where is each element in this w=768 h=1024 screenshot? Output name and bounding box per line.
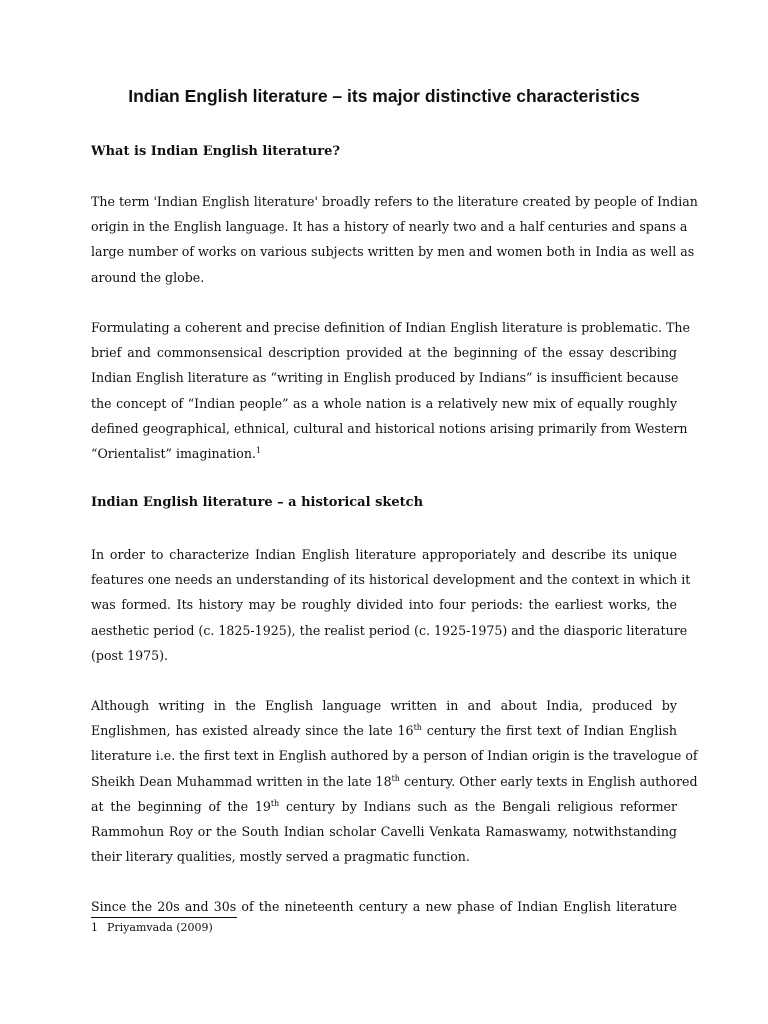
ordinal-superscript: th [270,798,280,808]
paragraph-line-text: century. Other early texts in English authored [399,773,698,789]
paragraph-line: Indian English literature as “writing in English produced by Indians” is insufficient because [91,370,679,386]
footnote [91,920,213,936]
paragraph-line-text: Englishmen, has existed already since the late 16 [91,723,414,739]
paragraph-line: large number of works on various subjects written by men and women both in India as well as [91,244,695,260]
ordinal-superscript: th [413,723,422,732]
paragraph-line-text: century the first text of Indian English [421,723,677,739]
paragraph-periods [91,542,691,668]
paragraph-line: was formed. Its history may be roughly divided into four periods: the earliest works, the [91,597,677,613]
paragraph-line: Since the 20s and 30s of the nineteenth century a new phase of Indian English literature [91,899,677,914]
ordinal-superscript: th [391,773,400,783]
paragraph-problematic-definition [91,315,690,466]
paragraph-definition [91,189,698,290]
paragraph-line: In order to characterize Indian English literature approporiately and describe its unique [91,547,677,562]
footnote-number: 1 [91,921,98,934]
paragraph-line: The term 'Indian English literature' broadly refers to the literature created by people of Indian [91,194,698,209]
paragraph-line: aesthetic period (c. 1825-1925), the realist period (c. 1925-1975) and the diasporic literature [91,622,688,638]
paragraph-line: literature i.e. the first text in English authored by a person of Indian origin is the travelogue of [91,748,698,764]
paragraph-line: around the globe. [91,269,205,285]
section-heading-historical-sketch: Indian English literature – a historical sketch [91,495,424,510]
paragraph-line: Rammohun Roy or the South Indian scholar Cavelli Venkata Ramaswamy, notwithstanding [91,823,677,839]
section-heading-what-is: What is Indian English literature? [91,144,340,159]
paragraph-line: features one needs an understanding of its historical development and the context in which it [91,572,691,588]
paragraph-new-phase [91,894,677,919]
paragraph-early-texts [91,693,698,869]
paragraph-line: origin in the English language. It has a history of nearly two and a half centuries and spans a [91,219,688,235]
paragraph-line [91,718,677,743]
paragraph-line: Although writing in the English language written in and about India, produced by [91,698,677,713]
paragraph-line: the concept of “Indian people” as a whole nation is a relatively new mix of equally roughly [91,395,677,411]
paragraph-line-with-footnote [91,441,677,466]
paragraph-line [91,794,677,819]
footnote-text: Priyamvada (2009) [107,921,213,934]
paragraph-line-text: Sheikh Dean Muhammad written in the late 18 [91,773,392,789]
document-page [91,0,698,1024]
paragraph-line-text: at the beginning of the 19 [91,798,271,814]
paragraph-line-text: century by Indians such as the Bengali religious reformer [279,798,677,814]
paragraph-line: (post 1975). [91,647,169,663]
paragraph-line [91,769,698,794]
paragraph-line: defined geographical, ethnical, cultural and historical notions arising primarily from Western [91,420,688,436]
document-title: Indian English literature – its major distinctive characteristics [128,86,640,106]
paragraph-line: their literary qualities, mostly served a pragmatic function. [91,849,470,865]
footnote-separator [91,917,237,918]
paragraph-line: brief and commonsensical description provided at the beginning of the essay describing [91,345,677,361]
paragraph-line-text: “Orientalist” imagination. [91,445,256,461]
footnote-reference[interactable]: 1 [255,445,262,455]
paragraph-line: Formulating a coherent and precise definition of Indian English literature is problematic. The [91,320,690,335]
